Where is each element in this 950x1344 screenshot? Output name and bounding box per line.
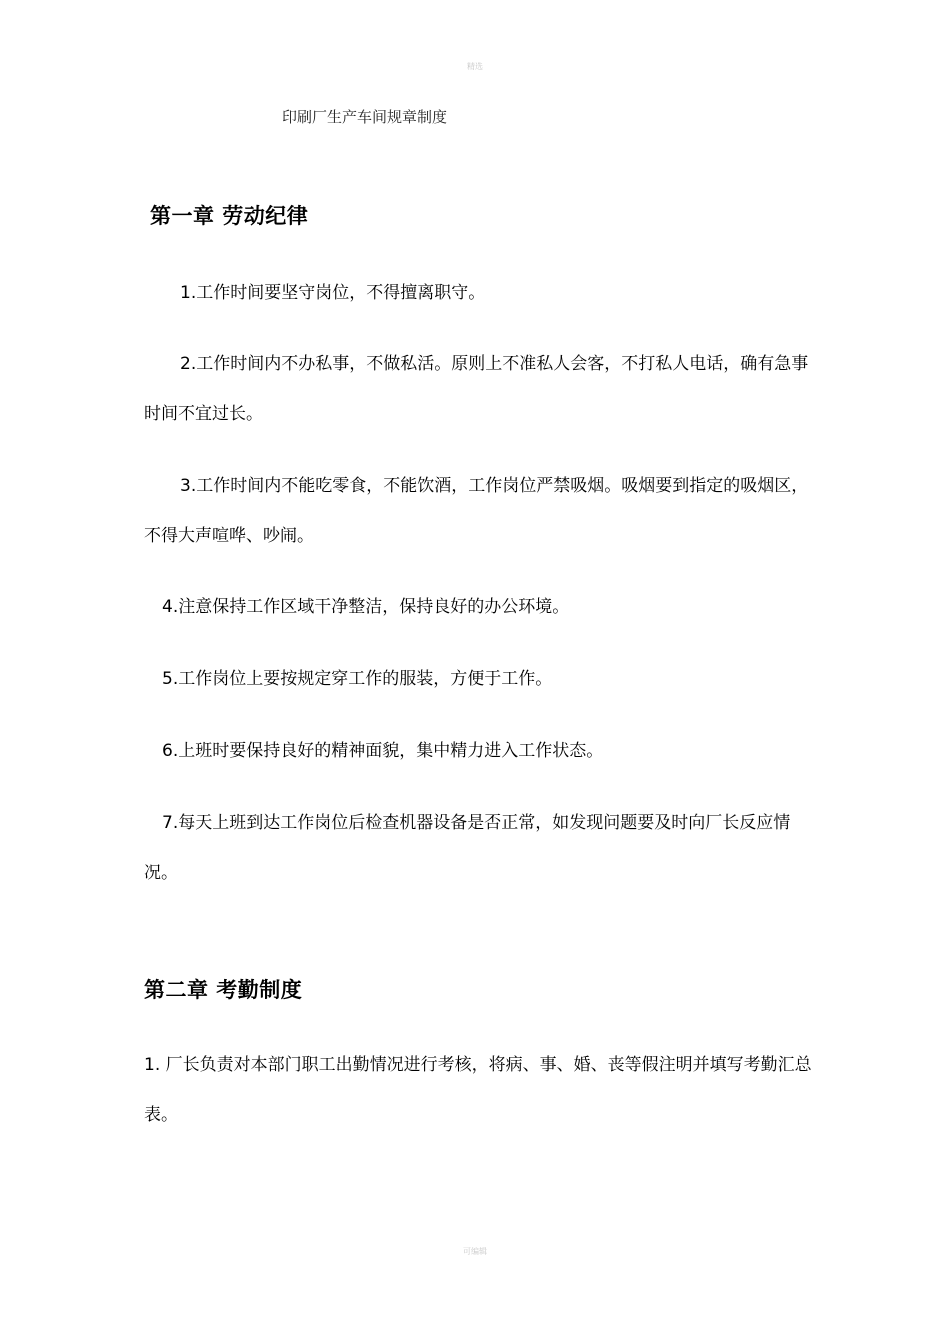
rule-1-7: 7.每天上班到达工作岗位后检查机器设备是否正常，如发现问题要及时向厂长反应情况。 [144,813,791,883]
rule-1-5: 5.工作岗位上要按规定穿工作的服装，方便于工作。 [162,669,553,689]
document-title: 印刷厂生产车间规章制度 [282,108,448,126]
chapter-2-heading: 第二章 考勤制度 [144,978,303,1002]
rule-1-3: 3.工作时间内不能吃零食，不能饮酒，工作岗位严禁吸烟。吸烟要到指定的吸烟区，不得大声喧哗、吵闹。 [144,476,809,546]
rule-1-1: 1.工作时间要坚守岗位，不得擅离职守。 [180,283,486,303]
chapter-1-heading: 第一章 劳动纪律 [150,204,309,228]
rule-1-2: 2.工作时间内不办私事，不做私活。原则上不准私人会客，不打私人电话，确有急事时间不宜过长。 [144,354,809,424]
footer-watermark: 可编辑 [463,1247,487,1256]
rule-1-4: 4.注意保持工作区域干净整洁，保持良好的办公环境。 [162,597,570,617]
header-watermark: 精选 [467,62,483,71]
rule-1-6: 6.上班时要保持良好的精神面貌，集中精力进入工作状态。 [162,741,604,761]
rule-2-1: 1. 厂长负责对本部门职工出勤情况进行考核，将病、事、婚、丧等假注明并填写考勤汇总表。 [144,1055,812,1125]
